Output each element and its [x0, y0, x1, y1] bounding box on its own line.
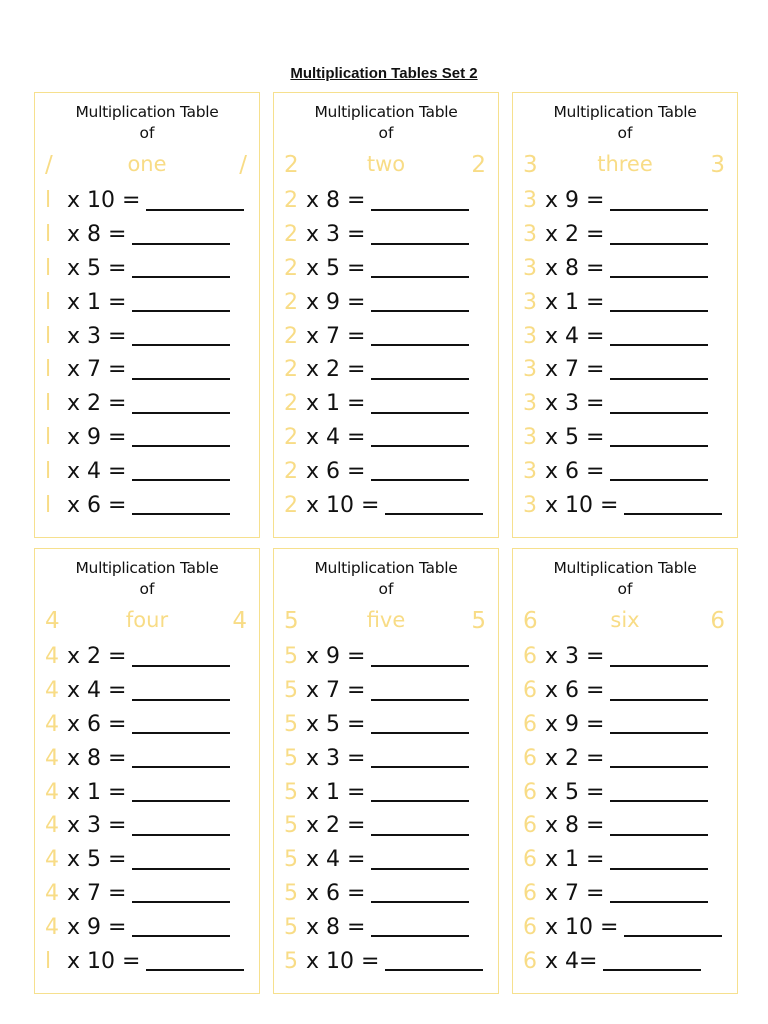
card-of-label: of — [139, 124, 155, 142]
answer-blank[interactable] — [371, 461, 469, 481]
banner-number-left: 4 — [45, 608, 60, 634]
problem-row — [284, 488, 498, 522]
multiplicand: 4 — [45, 880, 59, 906]
problem-row — [45, 319, 259, 353]
answer-blank[interactable] — [610, 360, 708, 380]
multiplicand: l — [45, 323, 52, 349]
answer-blank[interactable] — [603, 951, 701, 971]
multiplicand: l — [45, 424, 52, 450]
problem-row — [284, 674, 498, 708]
multiplicand: 3 — [523, 357, 537, 383]
problem-text: x 5 = — [545, 779, 605, 805]
problem-row — [523, 775, 737, 809]
problem-row — [523, 741, 737, 775]
card-heading: Multiplication Table — [553, 559, 697, 577]
multiplicand: 5 — [284, 678, 298, 704]
answer-blank[interactable] — [624, 917, 722, 937]
multiplicand: 2 — [284, 424, 298, 450]
problem-text: x 7 = — [306, 678, 366, 704]
multiplicand: l — [45, 948, 52, 974]
problem-text: x 4 = — [306, 847, 366, 873]
answer-blank[interactable] — [371, 850, 469, 870]
multiplicand: 4 — [45, 678, 59, 704]
problem-row — [45, 640, 259, 674]
answer-blank[interactable] — [132, 782, 230, 802]
multiplicand: 4 — [45, 779, 59, 805]
multiplicand: 6 — [523, 914, 537, 940]
multiplicand: 5 — [284, 880, 298, 906]
problem-text: x 10 = — [545, 492, 619, 518]
multiplicand: 6 — [523, 880, 537, 906]
problem-row — [523, 809, 737, 843]
problem-row — [523, 674, 737, 708]
card-of-label: of — [617, 580, 633, 598]
multiplicand: 2 — [284, 255, 298, 281]
problem-list — [274, 640, 498, 978]
problem-list — [274, 184, 498, 522]
problem-text: x 1 = — [67, 779, 127, 805]
problem-row — [45, 252, 259, 286]
multiplicand: 6 — [523, 847, 537, 873]
multiplicand: 2 — [284, 492, 298, 518]
answer-blank[interactable] — [624, 495, 722, 515]
multiplicand: 5 — [284, 711, 298, 737]
multiplicand: l — [45, 222, 52, 248]
problem-row — [523, 877, 737, 911]
card-of-label: of — [378, 124, 394, 142]
problem-row — [284, 843, 498, 877]
multiplicand: 5 — [284, 779, 298, 805]
problem-row — [523, 454, 737, 488]
answer-blank[interactable] — [371, 714, 469, 734]
answer-blank[interactable] — [371, 681, 469, 701]
problem-text: x 9 = — [306, 289, 366, 315]
problem-row — [284, 910, 498, 944]
problem-text: x 6 = — [67, 492, 127, 518]
answer-blank[interactable] — [385, 951, 483, 971]
problem-row — [284, 319, 498, 353]
table-card-2 — [273, 92, 499, 538]
number-banner — [274, 148, 498, 182]
banner-number-left: 3 — [523, 152, 538, 178]
problem-text: x 10 = — [545, 914, 619, 940]
multiplicand: 4 — [45, 745, 59, 771]
multiplicand: 5 — [284, 948, 298, 974]
answer-blank[interactable] — [132, 326, 230, 346]
multiplicand: 2 — [284, 289, 298, 315]
answer-blank[interactable] — [610, 850, 708, 870]
answer-blank[interactable] — [610, 326, 708, 346]
problem-row — [45, 285, 259, 319]
answer-blank[interactable] — [132, 292, 230, 312]
number-banner — [35, 604, 259, 638]
multiplicand: 3 — [523, 458, 537, 484]
multiplicand: 5 — [284, 813, 298, 839]
banner-word: three — [597, 152, 653, 176]
problem-text: x 2 = — [67, 644, 127, 670]
answer-blank[interactable] — [371, 225, 469, 245]
multiplicand: 6 — [523, 644, 537, 670]
table-card-6 — [512, 548, 738, 994]
multiplicand: l — [45, 391, 52, 417]
problem-text: x 9 = — [67, 914, 127, 940]
problem-row — [284, 640, 498, 674]
problem-row — [45, 387, 259, 421]
answer-blank[interactable] — [132, 647, 230, 667]
problem-text: x 4= — [545, 948, 598, 974]
multiplicand: 3 — [523, 391, 537, 417]
answer-blank[interactable] — [132, 427, 230, 447]
multiplicand: 2 — [284, 222, 298, 248]
answer-blank[interactable] — [132, 917, 230, 937]
multiplicand: 6 — [523, 948, 537, 974]
problem-text: x 5 = — [545, 424, 605, 450]
problem-text: x 5 = — [67, 255, 127, 281]
answer-blank[interactable] — [371, 360, 469, 380]
problem-row — [284, 184, 498, 218]
multiplicand: 6 — [523, 711, 537, 737]
problem-text: x 3 = — [306, 222, 366, 248]
multiplicand: 5 — [284, 847, 298, 873]
multiplicand: 3 — [523, 492, 537, 518]
multiplicand: 6 — [523, 745, 537, 771]
banner-number-right: 6 — [710, 608, 725, 634]
problem-row — [284, 218, 498, 252]
problem-row — [45, 674, 259, 708]
problem-row — [284, 252, 498, 286]
problem-text: x 4 = — [67, 458, 127, 484]
problem-row — [523, 285, 737, 319]
table-card-3 — [512, 92, 738, 538]
problem-text: x 6 = — [545, 678, 605, 704]
answer-blank[interactable] — [132, 850, 230, 870]
problem-row — [45, 421, 259, 455]
multiplicand: 5 — [284, 644, 298, 670]
problem-text: x 2 = — [67, 391, 127, 417]
problem-row — [45, 809, 259, 843]
answer-blank[interactable] — [610, 748, 708, 768]
problem-text: x 8 = — [545, 255, 605, 281]
problem-row — [284, 775, 498, 809]
problem-row — [523, 843, 737, 877]
multiplicand: 6 — [523, 678, 537, 704]
problem-row — [45, 454, 259, 488]
problem-row — [523, 184, 737, 218]
problem-text: x 2 = — [545, 222, 605, 248]
multiplicand: 6 — [523, 813, 537, 839]
problem-text: x 8 = — [545, 813, 605, 839]
banner-number-left: 2 — [284, 152, 299, 178]
problem-text: x 6 = — [306, 458, 366, 484]
problem-row — [523, 488, 737, 522]
problem-text: x 7 = — [306, 323, 366, 349]
problem-text: x 7 = — [67, 880, 127, 906]
multiplicand: 3 — [523, 255, 537, 281]
answer-blank[interactable] — [132, 714, 230, 734]
banner-number-left: 5 — [284, 608, 299, 634]
card-of-label: of — [139, 580, 155, 598]
answer-blank[interactable] — [610, 258, 708, 278]
problem-text: x 1 = — [545, 847, 605, 873]
problem-text: x 8 = — [67, 745, 127, 771]
answer-blank[interactable] — [371, 647, 469, 667]
problem-row — [45, 843, 259, 877]
problem-text: x 3 = — [67, 323, 127, 349]
problem-row — [523, 708, 737, 742]
banner-number-right: 4 — [232, 608, 247, 634]
answer-blank[interactable] — [610, 647, 708, 667]
problem-text: x 5 = — [67, 847, 127, 873]
problem-row — [284, 944, 498, 978]
problem-text: x 7 = — [67, 357, 127, 383]
problem-text: x 3 = — [306, 745, 366, 771]
number-banner — [274, 604, 498, 638]
card-heading: Multiplication Table — [314, 559, 458, 577]
card-of-label: of — [617, 124, 633, 142]
problem-row — [284, 421, 498, 455]
problem-text: x 4 = — [306, 424, 366, 450]
problem-text: x 10 = — [67, 188, 141, 214]
multiplicand: l — [45, 357, 52, 383]
problem-text: x 3 = — [545, 391, 605, 417]
problem-row — [45, 708, 259, 742]
problem-text: x 7 = — [545, 880, 605, 906]
answer-blank[interactable] — [132, 816, 230, 836]
banner-word: two — [366, 152, 406, 176]
answer-blank[interactable] — [610, 461, 708, 481]
problem-row — [284, 454, 498, 488]
answer-blank[interactable] — [371, 191, 469, 211]
banner-number-left: 6 — [523, 608, 538, 634]
multiplicand: l — [45, 188, 52, 214]
problem-text: x 6 = — [545, 458, 605, 484]
problem-list — [513, 184, 737, 522]
multiplicand: 4 — [45, 914, 59, 940]
problem-text: x 2 = — [306, 813, 366, 839]
problem-text: x 1 = — [545, 289, 605, 315]
problem-text: x 3 = — [67, 813, 127, 839]
problem-text: x 1 = — [306, 779, 366, 805]
banner-number-right: / — [239, 152, 247, 178]
banner-number-right: 5 — [471, 608, 486, 634]
problem-text: x 5 = — [306, 255, 366, 281]
problem-text: x 2 = — [306, 357, 366, 383]
banner-word: six — [610, 608, 640, 632]
answer-blank[interactable] — [146, 191, 244, 211]
multiplicand: 4 — [45, 644, 59, 670]
multiplicand: 4 — [45, 813, 59, 839]
problem-row — [523, 252, 737, 286]
answer-blank[interactable] — [146, 951, 244, 971]
problem-row — [45, 944, 259, 978]
problem-row — [45, 775, 259, 809]
multiplicand: l — [45, 255, 52, 281]
answer-blank[interactable] — [610, 191, 708, 211]
problem-text: x 3 = — [545, 644, 605, 670]
multiplicand: 3 — [523, 289, 537, 315]
banner-word: four — [125, 608, 169, 632]
answer-blank[interactable] — [610, 714, 708, 734]
problem-text: x 6 = — [306, 880, 366, 906]
problem-text: x 10 = — [67, 948, 141, 974]
multiplicand: 2 — [284, 188, 298, 214]
multiplicand: 2 — [284, 357, 298, 383]
answer-blank[interactable] — [132, 394, 230, 414]
answer-blank[interactable] — [371, 883, 469, 903]
table-card-1 — [34, 92, 260, 538]
card-heading: Multiplication Table — [75, 559, 219, 577]
multiplicand: 5 — [284, 914, 298, 940]
problem-row — [284, 387, 498, 421]
answer-blank[interactable] — [132, 360, 230, 380]
problem-list — [35, 184, 259, 522]
answer-blank[interactable] — [610, 225, 708, 245]
answer-blank[interactable] — [132, 258, 230, 278]
answer-blank[interactable] — [132, 681, 230, 701]
card-of-label: of — [378, 580, 394, 598]
problem-text: x 9 = — [306, 644, 366, 670]
answer-blank[interactable] — [371, 292, 469, 312]
problem-row — [523, 319, 737, 353]
table-card-5 — [273, 548, 499, 994]
answer-blank[interactable] — [132, 495, 230, 515]
problem-list — [513, 640, 737, 978]
problem-row — [284, 353, 498, 387]
problem-row — [523, 640, 737, 674]
problem-text: x 6 = — [67, 711, 127, 737]
card-heading: Multiplication Table — [314, 103, 458, 121]
answer-blank[interactable] — [371, 748, 469, 768]
multiplicand: 5 — [284, 745, 298, 771]
multiplicand: 3 — [523, 222, 537, 248]
answer-blank[interactable] — [610, 782, 708, 802]
problem-row — [45, 741, 259, 775]
table-card-4 — [34, 548, 260, 994]
banner-number-right: 2 — [471, 152, 486, 178]
multiplicand: l — [45, 458, 52, 484]
answer-blank[interactable] — [610, 681, 708, 701]
problem-text: x 9 = — [545, 188, 605, 214]
answer-blank[interactable] — [132, 748, 230, 768]
banner-number-left: / — [45, 152, 53, 178]
multiplicand: l — [45, 289, 52, 315]
multiplicand: 4 — [45, 847, 59, 873]
problem-text: x 1 = — [306, 391, 366, 417]
problem-text: x 2 = — [545, 745, 605, 771]
problem-text: x 8 = — [306, 188, 366, 214]
number-banner — [35, 148, 259, 182]
problem-text: x 9 = — [545, 711, 605, 737]
problem-text: x 8 = — [306, 914, 366, 940]
problem-text: x 5 = — [306, 711, 366, 737]
problem-row — [523, 421, 737, 455]
problem-row — [523, 353, 737, 387]
answer-blank[interactable] — [610, 816, 708, 836]
answer-blank[interactable] — [371, 326, 469, 346]
problem-row — [523, 910, 737, 944]
multiplicand: 3 — [523, 188, 537, 214]
problem-text: x 10 = — [306, 492, 380, 518]
problem-row — [284, 877, 498, 911]
answer-blank[interactable] — [371, 816, 469, 836]
problem-row — [523, 218, 737, 252]
multiplicand: 3 — [523, 323, 537, 349]
problem-row — [45, 218, 259, 252]
problem-text: x 7 = — [545, 357, 605, 383]
answer-blank[interactable] — [371, 782, 469, 802]
banner-number-right: 3 — [710, 152, 725, 178]
answer-blank[interactable] — [610, 427, 708, 447]
problem-row — [45, 184, 259, 218]
problem-row — [45, 877, 259, 911]
number-banner — [513, 604, 737, 638]
card-heading: Multiplication Table — [75, 103, 219, 121]
answer-blank[interactable] — [610, 394, 708, 414]
card-heading: Multiplication Table — [553, 103, 697, 121]
multiplicand: 6 — [523, 779, 537, 805]
problem-text: x 9 = — [67, 424, 127, 450]
answer-blank[interactable] — [371, 258, 469, 278]
answer-blank[interactable] — [371, 394, 469, 414]
problem-row — [45, 488, 259, 522]
answer-blank[interactable] — [610, 883, 708, 903]
problem-row — [45, 353, 259, 387]
multiplicand: 2 — [284, 458, 298, 484]
multiplicand: 2 — [284, 391, 298, 417]
multiplicand: 3 — [523, 424, 537, 450]
answer-blank[interactable] — [132, 225, 230, 245]
page-title: Multiplication Tables Set 2 — [290, 65, 478, 82]
problem-list — [35, 640, 259, 978]
problem-row — [284, 809, 498, 843]
problem-text: x 1 = — [67, 289, 127, 315]
number-banner — [513, 148, 737, 182]
answer-blank[interactable] — [371, 917, 469, 937]
problem-text: x 8 = — [67, 222, 127, 248]
problem-row — [284, 708, 498, 742]
answer-blank[interactable] — [132, 461, 230, 481]
answer-blank[interactable] — [610, 292, 708, 312]
answer-blank[interactable] — [385, 495, 483, 515]
problem-row — [284, 741, 498, 775]
problem-row — [45, 910, 259, 944]
problem-text: x 4 = — [545, 323, 605, 349]
multiplicand: l — [45, 492, 52, 518]
banner-word: one — [127, 152, 167, 176]
multiplicand: 4 — [45, 711, 59, 737]
answer-blank[interactable] — [132, 883, 230, 903]
multiplicand: 2 — [284, 323, 298, 349]
answer-blank[interactable] — [371, 427, 469, 447]
banner-word: five — [366, 608, 406, 632]
problem-row — [523, 944, 737, 978]
problem-text: x 10 = — [306, 948, 380, 974]
problem-row — [284, 285, 498, 319]
problem-text: x 4 = — [67, 678, 127, 704]
problem-row — [523, 387, 737, 421]
